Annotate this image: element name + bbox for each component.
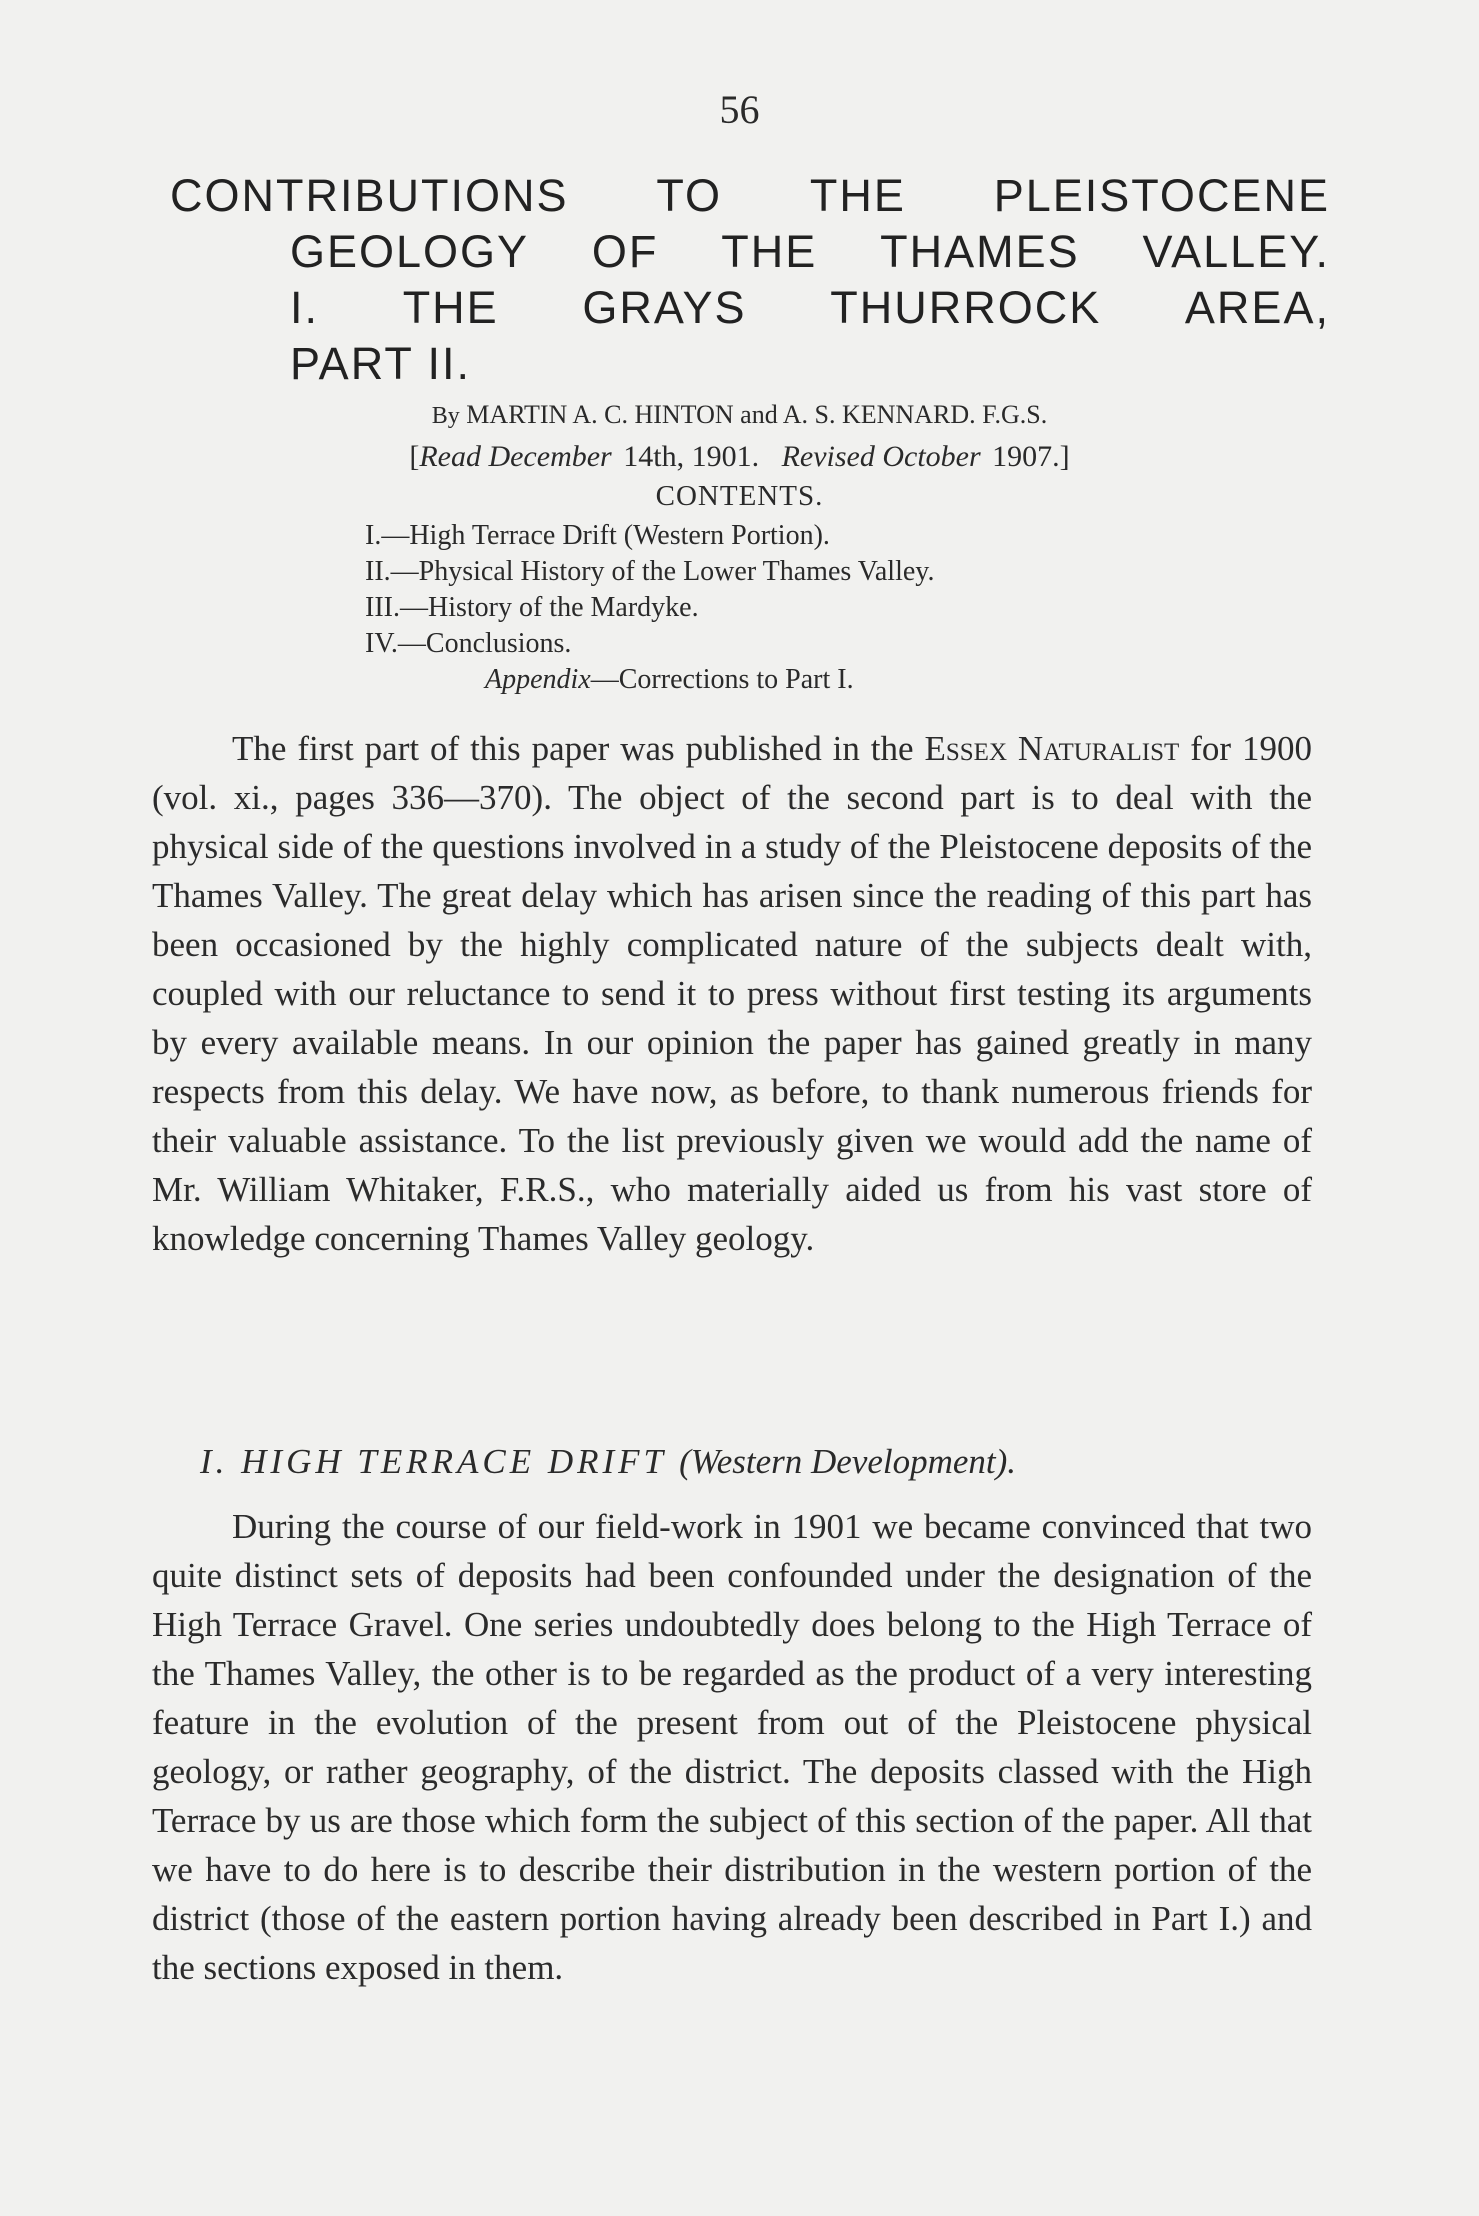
title-word: AREA, (1184, 282, 1330, 333)
read-date: 14th, 1901. (623, 440, 760, 473)
toc-item: IV.—Conclusions. (365, 628, 572, 659)
author-byline (0, 400, 1479, 430)
title-word: GEOLOGY (290, 226, 530, 277)
title-word: THE (809, 170, 906, 221)
toc-appendix (365, 662, 934, 698)
toc-item: III.—History of the Mardyke. (365, 592, 699, 623)
page-number: 56 (719, 87, 760, 132)
revised-date: 1907.] (992, 440, 1070, 473)
contents-heading: CONTENTS. (655, 480, 824, 512)
intro-text (152, 724, 1312, 1263)
appendix-text: —Corrections to Part I. (590, 664, 854, 695)
article-title (170, 168, 1330, 392)
title-word: THURROCK (830, 282, 1102, 333)
appendix-label: Appendix (485, 664, 591, 695)
read-label: Read December (419, 440, 612, 473)
toc-item: II.—Physical History of the Lower Thames Valley. (365, 556, 935, 587)
toc-item: I.—High Terrace Drift (Western Portion). (365, 520, 830, 551)
table-of-contents (365, 518, 934, 698)
title-line-2 (170, 224, 1330, 280)
read-note-bracket: [ (409, 440, 420, 473)
title-word: OF (591, 226, 659, 277)
revised-label: Revised October (781, 440, 981, 473)
section-paragraph (152, 1502, 1312, 1992)
title-word: GRAYS (582, 282, 747, 333)
intro-text-before: The first part of this paper was published in the (232, 729, 914, 768)
title-word: THE (721, 226, 818, 277)
title-line-1 (170, 168, 1330, 224)
intro-paragraph (152, 724, 1312, 1263)
title-word: THE (402, 282, 499, 333)
byline-prefix: By (431, 403, 460, 429)
section-heading-title: I. HIGH TERRACE DRIFT (200, 1442, 667, 1481)
title-word: THAMES (880, 226, 1080, 277)
title-line-3 (170, 280, 1330, 336)
journal-name: Essex Naturalist (924, 729, 1180, 768)
section-body-text: During the course of our field-work in 1901 we became convinced that two quite distinct sets of deposits had been confounded under the designation of the High Terrace Gravel. One series undoubtedly does belong to the High Terrace of the Thames Valley, the other is to be regarded as the product of a very interesting feature in the evolution of the present from out of the Pleistocene physical geology, or rather geography, of the district. The deposits classed with the High Terrace by us are those which form the subject of this section of the paper. All that we have to do here is to describe their distribution in the western portion of the district (those of the eastern portion having already been described in Part I.) and the sections exposed in them. (152, 1507, 1312, 1987)
section-heading-subtitle: (Western Development). (679, 1442, 1017, 1481)
title-word: CONTRIBUTIONS (170, 170, 569, 221)
title-word: VALLEY. (1142, 226, 1330, 277)
section-heading (200, 1442, 1016, 1482)
title-line-4: PART II. (290, 338, 472, 389)
title-word: TO (656, 170, 723, 221)
read-date-note (0, 440, 1479, 474)
title-word: PLEISTOCENE (993, 170, 1330, 221)
title-word: I. (290, 282, 320, 333)
intro-text-after: for 1900 (vol. xi., pages 336—370). The object of the second part is to deal with the physical side of the questions involved in a study of the Pleistocene deposits of the Thames Valley. The great delay which has arisen since the reading of this part has been occasioned by the highly complicated nature of the subjects dealt with, coupled with our reluctance to send it to press without first testing its arguments by every available means. In our opinion the paper has gained greatly in many respects from this delay. We have now, as before, to thank numerous friends for their valuable assistance. To the list previously given we would add the name of Mr. William Whitaker, F.R.S., who materially aided us from his vast store of knowledge concerning Thames Valley geology. (152, 729, 1312, 1258)
byline-authors: MARTIN A. C. HINTON and A. S. KENNARD. F.G.S. (466, 400, 1048, 429)
